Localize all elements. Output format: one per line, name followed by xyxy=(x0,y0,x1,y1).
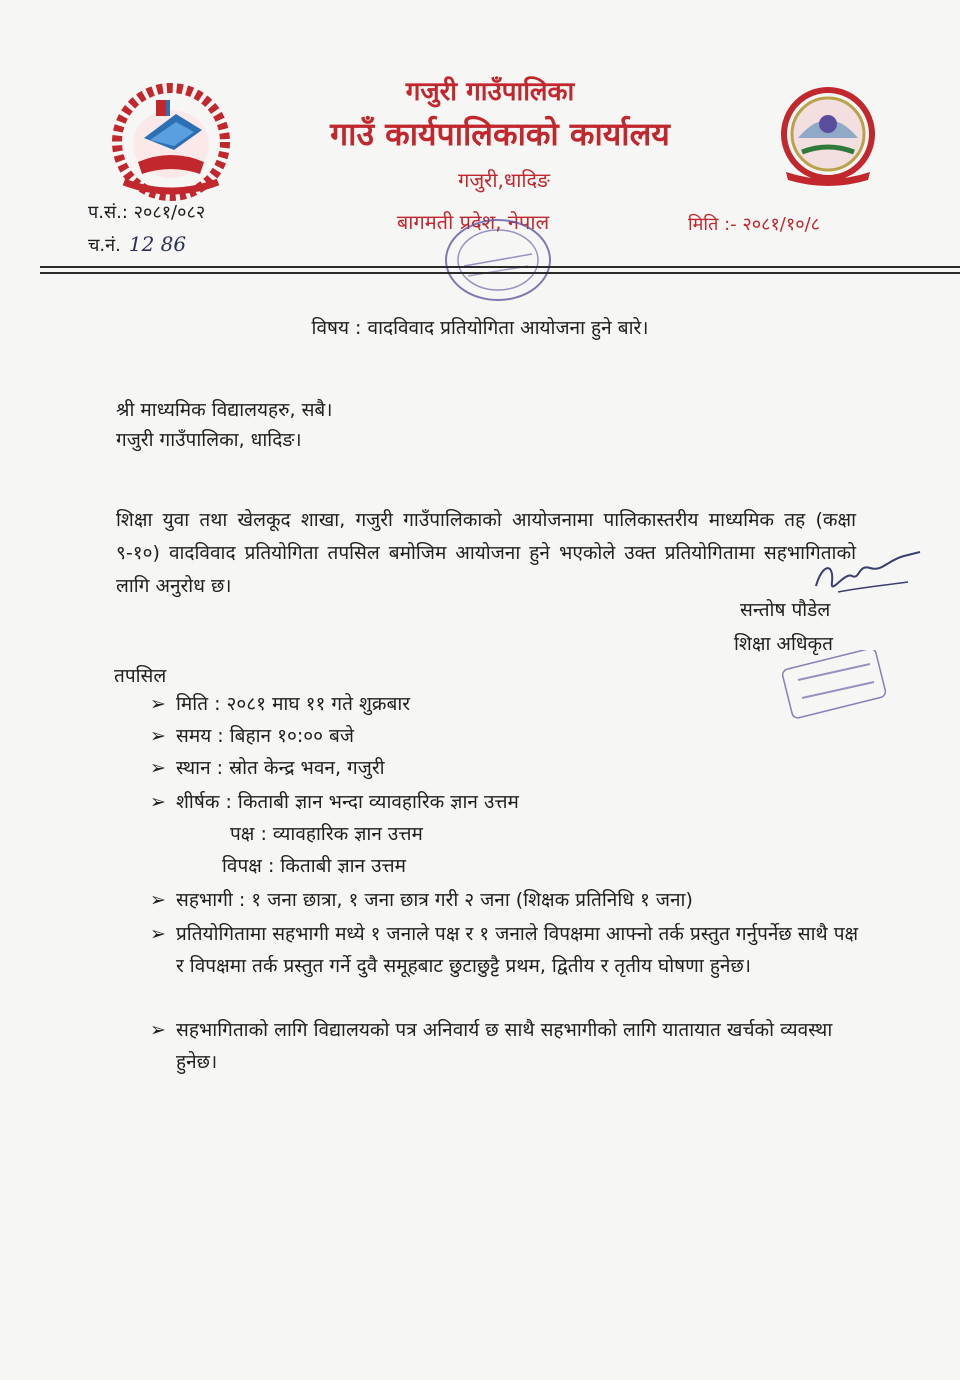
office-location: गजुरी,धादिङ xyxy=(458,168,550,192)
office-name: गाउँ कार्यपालिकाको कार्यालय xyxy=(330,115,670,153)
bullet-arrow-icon: ➢ xyxy=(150,693,166,715)
signatory-stamp xyxy=(780,650,890,720)
detail-rule-2 xyxy=(150,1014,860,1078)
header-divider xyxy=(40,266,960,268)
detail-venue-text: स्थान : स्रोत केन्द्र भवन, गजुरी xyxy=(176,757,385,779)
header-divider-secondary xyxy=(40,272,960,274)
municipality-name: गजुरी गाउँपालिका xyxy=(405,77,575,107)
letter-date: मिति :- २०८१/१०/८ xyxy=(688,214,820,235)
detail-venue xyxy=(150,752,385,784)
detail-rule-2-text: सहभागिताको लागि विद्यालयको पत्र अनिवार्य छ साथै सहभागीको लागि यातायात खर्चको व्यवस्था हुनेछ। xyxy=(176,1019,833,1073)
dispatch-label: च.नं. xyxy=(88,235,121,256)
body-paragraph: शिक्षा युवा तथा खेलकूद शाखा, गजुरी गाउँपालिकाको आयोजनामा पालिकास्तरीय माध्यमिक तह (कक्षा ९-१०) वादविवाद प्रतियोगिता तपसिल बमोजिम आयोजना हुने भएकोले उक्त प्रतियोगितामा सहभागिताको लागि अनुरोध छ। xyxy=(116,509,856,597)
addressee-line-1: श्री माध्यमिक विद्यालयहरु, सबै। xyxy=(116,399,333,421)
subject-line: विषय : वादविवाद प्रतियोगिता आयोजना हुने बारे। xyxy=(311,317,649,339)
addressee-line-2: गजुरी गाउँपालिका, धादिङ। xyxy=(116,429,302,451)
detail-date-text: मिति : २०८१ माघ ११ गते शुक्रबार xyxy=(176,693,411,715)
signatory-name: सन्तोष पौडेल xyxy=(740,599,831,621)
detail-against-side: विपक्ष : किताबी ज्ञान उत्तम xyxy=(222,855,407,877)
bullet-arrow-icon: ➢ xyxy=(150,757,166,779)
detail-participants-text: सहभागी : १ जना छात्रा, १ जना छात्र गरी २ जना (शिक्षक प्रतिनिधि १ जना) xyxy=(176,889,693,911)
reference-number: प.सं.: २०८१/०८२ xyxy=(88,202,206,223)
bullet-arrow-icon: ➢ xyxy=(150,791,166,813)
detail-participants xyxy=(150,884,693,916)
province-country: बागमती प्रदेश, नेपाल xyxy=(396,210,550,234)
bullet-arrow-icon: ➢ xyxy=(150,725,166,747)
detail-date xyxy=(150,688,410,720)
detail-time xyxy=(150,720,354,752)
dispatch-value: 12 86 xyxy=(128,232,187,256)
details-heading: तपसिल xyxy=(114,665,167,687)
detail-rule-1-text: प्रतियोगितामा सहभागी मध्ये १ जनाले पक्ष र १ जनाले विपक्षमा आफ्नो तर्क प्रस्तुत गर्नुपर्नेछ साथै पक्ष र विपक्षमा तर्क प्रस्तुत गर्ने दुवै समूहबाट छुटाछुट्टै प्रथम, द्वितीय र तृतीय घोषणा हुनेछ। xyxy=(176,923,859,977)
detail-for-side: पक्ष : व्यावहारिक ज्ञान उत्तम xyxy=(230,823,423,845)
detail-topic xyxy=(150,786,519,818)
dispatch-number xyxy=(88,232,186,257)
detail-time-text: समय : बिहान १०:०० बजे xyxy=(176,725,354,747)
bullet-arrow-icon: ➢ xyxy=(150,889,166,911)
detail-rule-1 xyxy=(150,918,860,982)
detail-topic-text: शीर्षक : किताबी ज्ञान भन्दा व्यावहारिक ज्ञान उत्तम xyxy=(176,791,519,813)
bullet-arrow-icon: ➢ xyxy=(150,923,166,945)
bullet-arrow-icon: ➢ xyxy=(150,1019,166,1041)
signatory-title: शिक्षा अधिकृत xyxy=(734,633,833,655)
